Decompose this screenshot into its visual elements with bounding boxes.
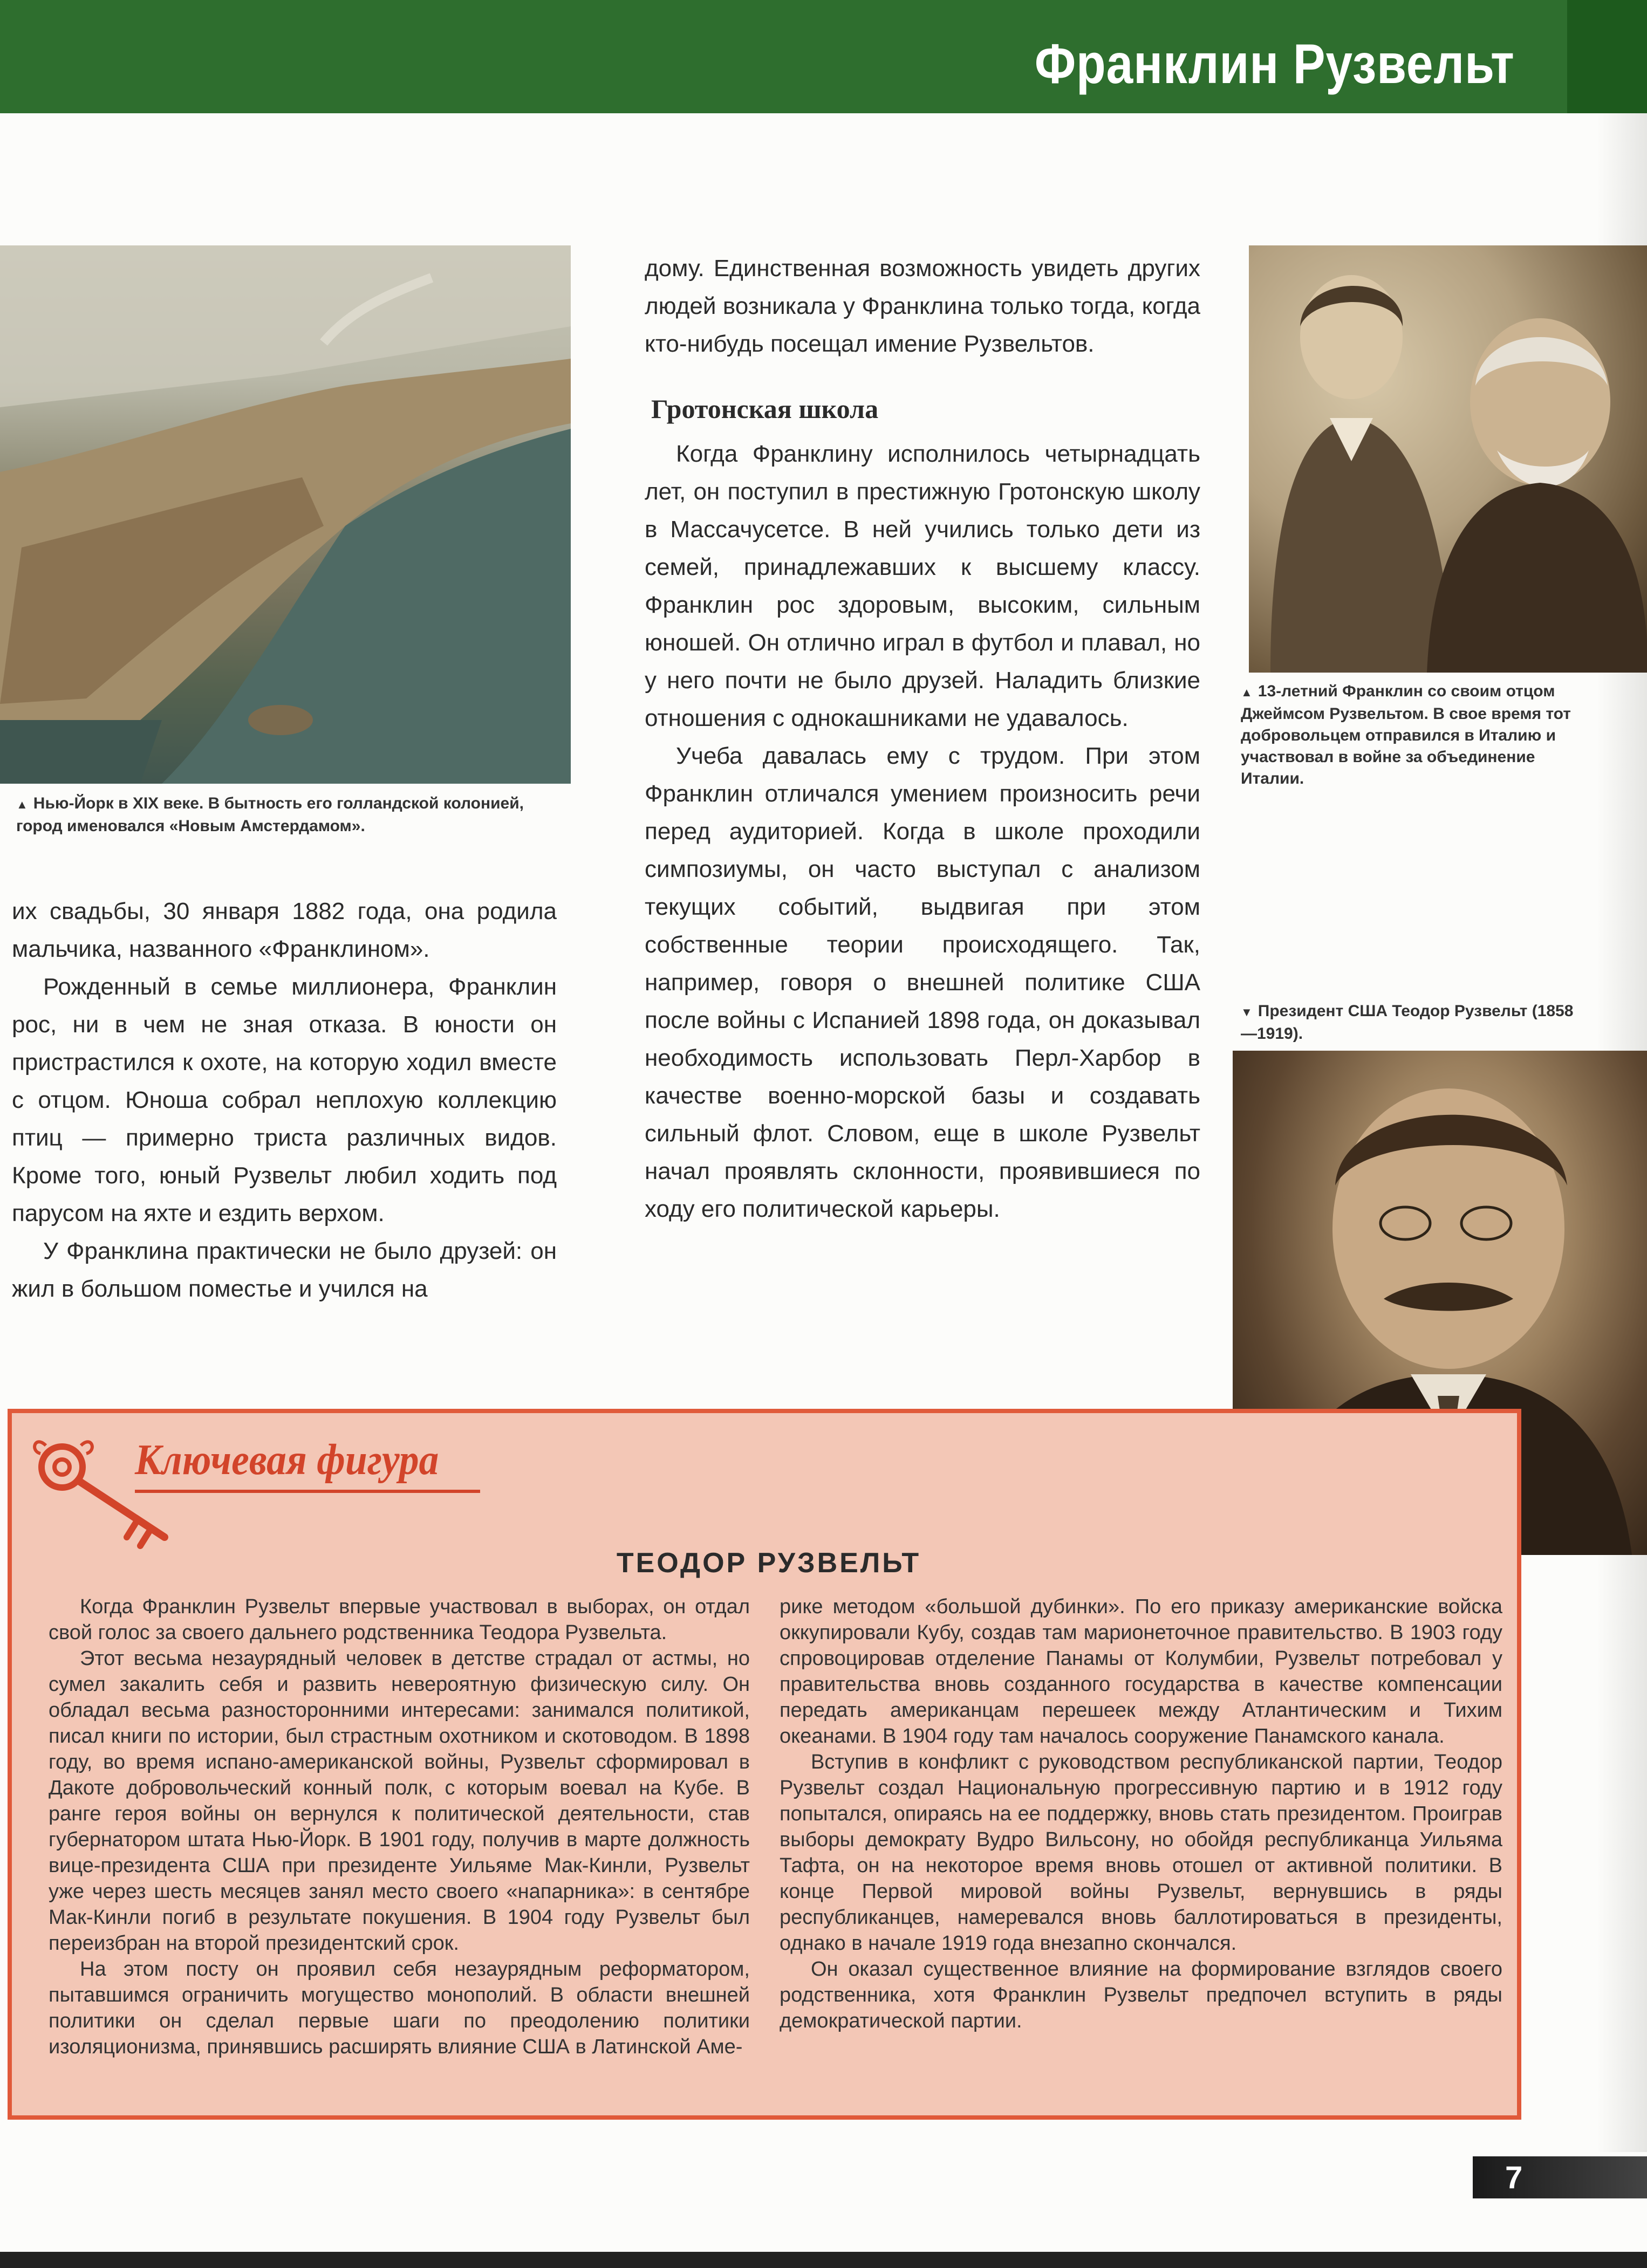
teddy-caption [1241, 1001, 1575, 1045]
franklin-father-caption [1241, 681, 1575, 790]
left-column-text [12, 893, 557, 1308]
paragraph: дому. Единственная возможность увидеть других людей возникала у Франклина только тогда, когда кто-нибудь посещал имение Рузвельтов. [645, 255, 1200, 357]
paragraph: Учеба давалась ему с трудом. При этом Франклин отличался умением произносить речи перед аудиторией. Когда в школе проходили симпозиумы, он часто выступал с анализом текущих событий, выдвигая при этом собственные теории происходящего. Так, например, говоря о внешней политике США после войны с Испанией 1898 года, он доказывал необходимость использовать Перл-Харбор в качестве военно-морской базы и создавать сильный флот. Словом, еще в школе Рузвельт начал проявлять склонности, проявившиеся по ходу его политической карьеры. [645, 743, 1200, 1222]
caption-text: 13-летний Франклин со своим отцом Джеймсом Рузвельтом. В свое время тот добровольцем отправился в Италию и участвовал в войне за объединение Италии. [1241, 682, 1571, 787]
paragraph: Когда Франклин Рузвельт впервые участвовал в выборах, он отдал свой голос за своего дальнего родственника Теодора Рузвельта. [49, 1595, 750, 1644]
paragraph: Этот весьма незаурядный человек в детстве страдал от астмы, но сумел закалить себя и развить невероятную физическую силу. Он обладал весьма разносторонними интересами: занимался политикой, писал книги по истории, был страстным охотником и скотоводом. В 1898 году, во время испано-американской войны, Рузвельт сформировал в Дакоте добровольческий конный полк, с которым воевал на Кубе. В ранге героя войны он вернулся к политической деятельности, став губернатором штата Нью-Йорк. В 1901 году, получив в марте должность вице-президента США при президенте Уильяме Мак-Кинли, Рузвельт уже через шесть месяцев занял место своего «напарника»: в сентябре Мак-Кинли погиб в результате покушения. В 1904 году Рузвельт был переизбран на второй президентский срок. [49, 1647, 750, 1955]
franklin-father-photo-art [1249, 245, 1647, 673]
paragraph: Вступив в конфликт с руководством республиканской партии, Теодор Рузвельт создал Национальную прогрессивную партию и в 1912 году попытался, опираясь на ее поддержку, вновь стать президентом. Проиграв выборы демократу Вудро Вильсону, но обойдя республиканца Уильяма Тафта, он на некоторое время вновь отошел от активной политики. В конце Первой мировой войны Рузвельт, вернувшись в ряды республиканцев, намеревался вновь баллотироваться в президенты, однако в начале 1919 года внезапно скончался. [780, 1751, 1502, 1955]
section-heading: Гротонская школа [651, 394, 879, 424]
key-figure-label: Ключевая фигура [135, 1436, 439, 1484]
page-title: Франклин Рузвельт [1035, 33, 1515, 95]
paragraph: Когда Франклину исполнилось четырнадцать лет, он поступил в престижную Гротонскую школу в Массачусетсе. В ней учились только дети из семей, принадлежавших к высшему классу. Франклин рос здоровым, высоким, сильным юношей. Он отлично играл в футбол и плавал, но у него почти не было друзей. Наладить близкие отношения с однокашниками не удавалось. [645, 441, 1200, 731]
paragraph: Он оказал существенное влияние на формирование взглядов своего родственника, хотя Франклин Рузвельт предпочел вступить в ряды демократической партии. [780, 1958, 1502, 2032]
page-number-bar [1473, 2156, 1647, 2198]
franklin-father-photo [1249, 245, 1647, 673]
caption-arrow-up-icon: ▲ [1241, 686, 1253, 699]
key-figure-underline [135, 1490, 480, 1493]
caption-arrow-down-icon: ▼ [1241, 1005, 1253, 1019]
page-number: 7 [1505, 2160, 1523, 2195]
header-edge [1567, 0, 1647, 113]
bottom-bar [0, 2252, 1647, 2268]
new-york-illustration [0, 245, 571, 784]
key-figure-title: ТЕОДОР РУЗВЕЛЬТ [616, 1547, 921, 1579]
caption-text: Нью-Йорк в XIX веке. В бытность его голландской колонией, город именовался «Новым Амстердамом». [16, 794, 524, 835]
paragraph: На этом посту он проявил себя незаурядным реформатором, пытавшимся ограничить могущество монополий. В области внешней политики он сделал первые шаги по преодолению политики изоляционизма, принявшись расширять влияние США в Латинской Аме- [49, 1958, 750, 2058]
new-york-illustration-art [0, 245, 571, 784]
caption-arrow-up-icon: ▲ [16, 798, 28, 811]
key-figure-right-column [780, 1594, 1502, 2034]
new-york-caption [16, 793, 572, 837]
caption-text: Президент США Теодор Рузвельт (1858—1919). [1241, 1002, 1574, 1043]
middle-column-text [645, 250, 1200, 1228]
paragraph: их свадьбы, 30 января 1882 года, она родила мальчика, названного «Франклином». [12, 898, 557, 962]
paragraph: Рожденный в семье миллионера, Франклин рос, ни в чем не зная отказа. В юности он пристрастился к охоте, на которую ходил вместе с отцом. Юноша собрал неплохую коллекцию птиц — примерно триста различных видов. Кроме того, юный Рузвельт любил ходить под парусом на яхте и ездить верхом. [12, 974, 557, 1226]
key-figure-left-column [49, 1594, 750, 2060]
paragraph: У Франклина практически не было друзей: он жил в большом поместье и учился на [12, 1238, 557, 1302]
paragraph: рике методом «большой дубинки». По его приказу американские войска оккупировали Кубу, создав там марионеточное правительство. В 1903 году спровоцировав отделение Панамы от Колумбии, Рузвельт потребовал у правительства вновь созданного государства в качестве компенсации передать американцам перешеек между Атлантическим и Тихим океанами. В 1904 году там началось сооружение Панамского канала. [780, 1595, 1502, 1748]
